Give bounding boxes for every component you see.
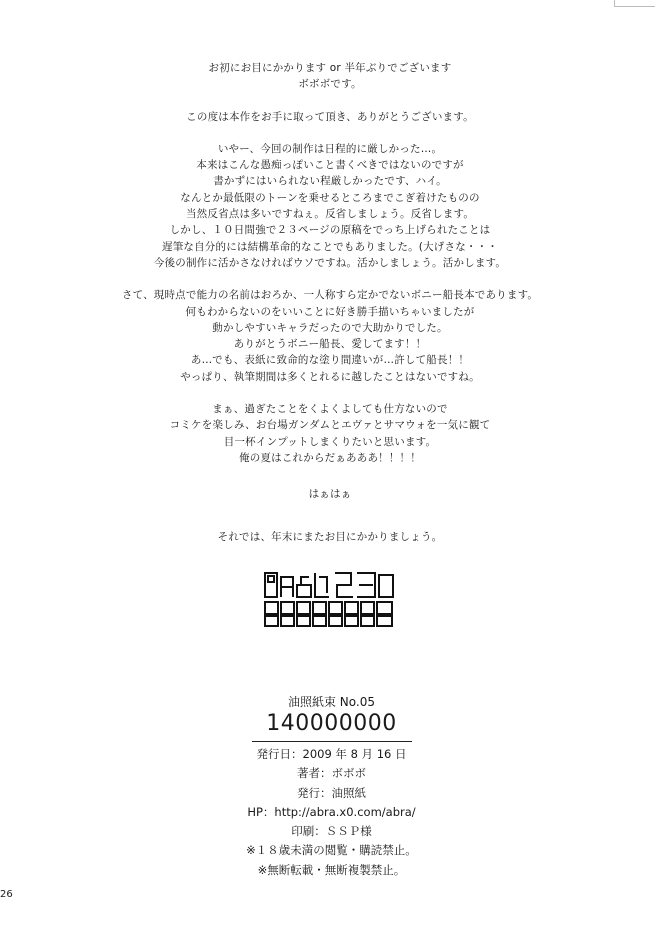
publish-date: 発行日：2009 年 8 月 16 日 xyxy=(256,747,407,761)
text-line: ボボボです。 xyxy=(298,78,362,91)
corner-crop-mark xyxy=(614,0,655,7)
paragraph-farewell xyxy=(120,529,540,545)
text-line: 当然反省点は多いですねぇ。反省しましょう。反省します。 xyxy=(185,208,475,221)
printer: 印刷：ＳＳＰ様 xyxy=(291,824,372,839)
page-number: 26 xyxy=(0,889,13,900)
paragraph-schedule xyxy=(120,141,540,271)
paragraph-greeting xyxy=(120,60,540,93)
title-code: 140000000 xyxy=(266,711,397,736)
age-restriction-notice: ※１８歳未満の閲覧・購読禁止。 xyxy=(246,843,417,858)
text-line: それでは、年末にまたお目にかかりましょう。 xyxy=(217,530,443,543)
text-line: 遅筆な自分的には結構革命的なことでもありました。(大げさな・・・ xyxy=(162,240,498,253)
text-line: 俺の夏はこれからだぁあああ！！！！ xyxy=(239,451,421,464)
text-line: 動かしやすいキャラだったので大助かりでした。 xyxy=(212,321,448,334)
text-line: 書かずにはいられない程厳しかったです、ハイ。 xyxy=(213,175,447,188)
text-line: やっぱり、執筆期間は多くとれるに越したことはないですね。 xyxy=(180,370,480,383)
homepage-url: HP：http://abra.x0.com/abra/ xyxy=(247,804,416,819)
text-line: 目一杯インプットしまくりたいと思います。 xyxy=(223,435,437,448)
paragraph-summer xyxy=(120,401,540,466)
colophon xyxy=(200,694,463,880)
copyright-notice: ※無断転載・無断複製禁止。 xyxy=(257,862,406,877)
zine-title: 油照紙束 No.05 xyxy=(287,695,375,709)
text-line: まぁ、過ぎたことをくよくよしても仕方ないので xyxy=(212,403,448,416)
text-line: はぁはぁ xyxy=(308,488,352,501)
text-line: さて、現時点で能力の名前はおろか、一人称すら定かでないボニー船長本であります。 xyxy=(121,289,539,302)
circle-logo xyxy=(263,571,395,628)
author: 著者：ボボボ xyxy=(297,766,366,781)
text-line: お初にお目にかかります or 半年ぶりでございます xyxy=(208,62,452,74)
text-line: ありがとうボニー船長、愛してます！！ xyxy=(233,338,427,351)
text-line: 本来はこんな愚痴っぽいこと書くべきではないのですが xyxy=(196,159,464,172)
publisher: 発行：油照紙 xyxy=(297,785,366,800)
paragraph-panting xyxy=(120,486,540,502)
text-line: なんとか最低限のトーンを乗せるところまでこぎ着けたものの xyxy=(180,191,480,204)
text-line: いやー、今回の制作は日程的に厳しかった…。 xyxy=(217,142,443,155)
text-line: コミケを楽しみ、お台場ガンダムとエヴァとサマウォを一気に観て xyxy=(169,419,491,432)
afterword-letter xyxy=(120,60,540,561)
text-line: この度は本作をお手に取って頂き、ありがとうございます。 xyxy=(186,110,474,123)
text-line: しかし、１０日間強で２３ページの原稿をでっち上げられたことは xyxy=(169,224,491,237)
text-line: 何もわからないのをいいことに好き勝手描いちゃいましたが xyxy=(185,305,475,318)
paragraph-character xyxy=(120,287,540,385)
text-line: 今後の制作に活かさなければウソですね。活かしましょう。活かします。 xyxy=(153,256,507,269)
paragraph-thanks xyxy=(120,109,540,125)
divider-rule xyxy=(252,741,412,742)
text-line: あ…でも、表紙に致命的な塗り間違いが…許して船長！！ xyxy=(190,354,470,367)
